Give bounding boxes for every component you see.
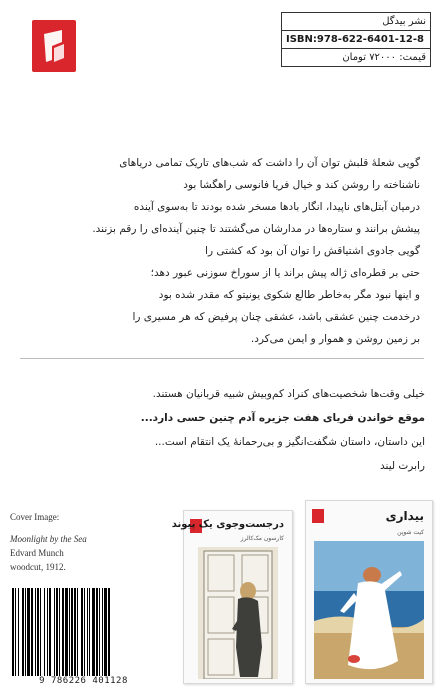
door-figure-illustration: [198, 547, 278, 679]
barcode-bar: [84, 588, 85, 676]
barcode-bar: [22, 588, 24, 676]
passage-line: گویی شعلهٔ قلبش توان آن را داشت که شب‌های تاریک تمامی دریاهای: [119, 157, 420, 169]
barcode-bar: [27, 588, 30, 676]
barcode-bar: [15, 588, 16, 676]
book-thumbnail: [305, 500, 433, 684]
barcode-bar: [65, 588, 68, 676]
barcode-bar: [40, 588, 41, 676]
passage-line: حتی بر قطره‌ای ژاله پیش براند یا از سوراخ سوزنی عبور دهد؛: [150, 267, 420, 279]
barcode-bars: [10, 588, 157, 676]
publisher-info-box: [281, 12, 431, 67]
logo-glyph-icon: [32, 20, 76, 72]
passage-text: [90, 152, 420, 350]
barcode-bar: [87, 588, 88, 676]
barcode-bar: [74, 588, 76, 676]
cover-image-caption: [10, 510, 160, 574]
caption-label: Cover Image:: [10, 512, 60, 522]
price-label: قیمت: ۷۲۰۰۰ تومان: [281, 48, 431, 67]
review-quote: [35, 382, 425, 478]
barcode-bar: [92, 588, 95, 676]
barcode-bar: [99, 588, 100, 676]
barcode-bar: [37, 588, 39, 676]
barcode-bar: [81, 588, 83, 676]
book-author: کارسون مک‌کالرز: [240, 535, 284, 542]
passage-line: پیشش برانند و ستاره‌ها در مدارشان می‌گشتند تا چنین آینده‌ای را رقم بزنند.: [92, 223, 420, 235]
barcode-bar: [25, 588, 26, 676]
barcode-bar: [44, 588, 45, 676]
sea-woman-illustration: [314, 541, 424, 679]
barcode-bar: [77, 588, 78, 676]
barcode-bar: [35, 588, 36, 676]
barcode-bar: [69, 588, 70, 676]
barcode-bar: [102, 588, 103, 676]
quote-line: خیلی وقت‌ها شخصیت‌های کنراد کم‌وبیش شبیه قربانیان هستند.: [152, 388, 425, 400]
passage-line: و اینها نبود مگر به‌خاطر طالع شکوی یونیتو که مقدر شده بود: [158, 289, 420, 301]
barcode-bar: [18, 588, 19, 676]
barcode-bar: [59, 588, 60, 676]
barcode-bar: [47, 588, 48, 676]
passage-line: بر زمین روشن و هموار و ایمن می‌کرد.: [250, 333, 420, 345]
passage-line: درخدمت چنین عشقی باشد، عشقی چنان پرفیض که هر مسیری را: [132, 311, 420, 323]
section-divider: [20, 358, 424, 359]
isbn-barcode: [10, 588, 157, 688]
book-title: بیداری: [385, 509, 424, 523]
isbn-number: ISBN:978-622-6401-12-8: [281, 30, 431, 48]
barcode-bar: [31, 588, 33, 676]
passage-line: گویی جادوی اشتیاقش را توان آن بود که کشتی را: [205, 245, 420, 257]
caption-artist: Edvard Munch: [10, 548, 64, 558]
barcode-number: 9 786226 401128: [39, 676, 128, 686]
publisher-name: نشر بیدگل: [281, 12, 431, 30]
barcode-bar: [108, 588, 110, 676]
barcode-bar: [104, 588, 107, 676]
barcode-bar: [89, 588, 90, 676]
barcode-bar: [96, 588, 98, 676]
book-author: کیت شوپن: [397, 529, 424, 536]
passage-line: ناشناخته را روشن کند و خیال فریا فانوسی راهگشا بود: [183, 179, 420, 191]
publisher-logo: [32, 20, 76, 72]
publisher-mark-icon: [312, 509, 324, 523]
book-thumbnail: [171, 510, 293, 684]
barcode-bar: [71, 588, 73, 676]
barcode-bar: [12, 588, 14, 676]
book-title: درجست‌وجوی یک پیوند: [171, 519, 284, 530]
barcode-bar: [54, 588, 55, 676]
barcode-bar: [49, 588, 51, 676]
passage-line: درمیان آبتل‌های ناپیدا، انگار بادها مسخر شده بودند تا به‌سوی آینده: [133, 201, 420, 213]
caption-title: Moonlight by the Sea: [10, 534, 87, 544]
quote-signature: رابرت لیند: [380, 460, 425, 472]
quote-line: این داستان، داستان شگفت‌انگیز و بی‌رحمانهٔ یک انتقام است...: [154, 436, 425, 448]
quote-line: موقع خواندن فریای هفت جزیره آدم چنین حسی دارد...: [140, 412, 425, 424]
barcode-bar: [56, 588, 58, 676]
barcode-bar: [62, 588, 64, 676]
caption-info: woodcut, 1912.: [10, 562, 66, 572]
